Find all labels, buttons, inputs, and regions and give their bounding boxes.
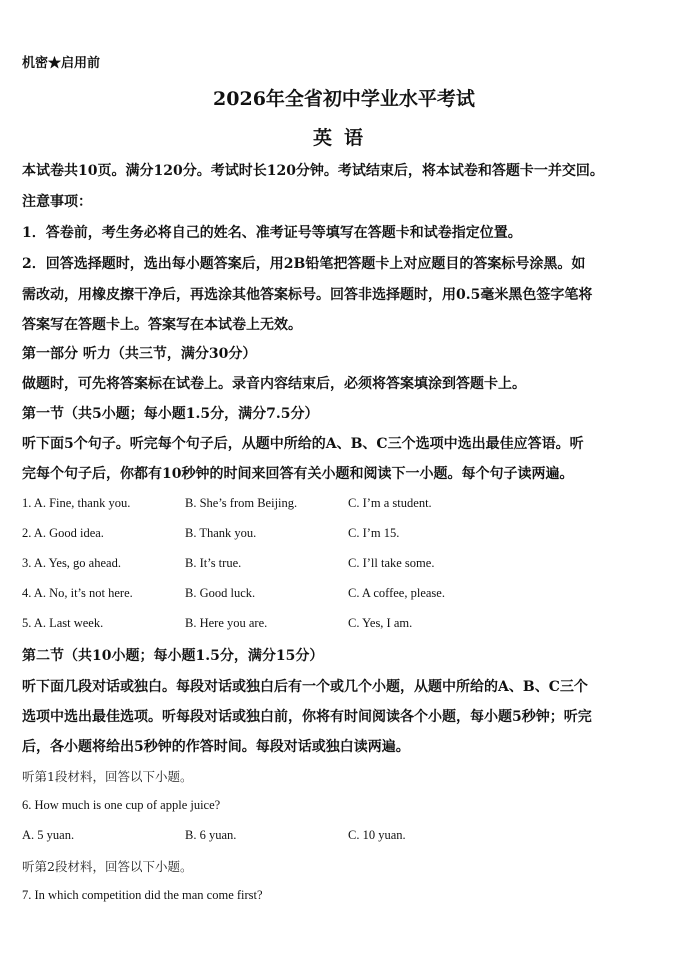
question-2-option-b: B. Thank you.: [185, 526, 257, 540]
section2-instruction-2: 选项中选出最佳选项。听每段对话或独白前，你将有时间阅读各个小题，每小题5秒钟；听完: [22, 709, 592, 725]
note-2-line-2: 需改动，用橡皮擦干净后，再选涂其他答案标号。回答非选择题时，用0.5毫米黑色签字笔将: [22, 287, 593, 303]
question-5-option-b: B. Here you are.: [185, 616, 268, 630]
question-6: 6. How much is one cup of apple juice?: [22, 798, 221, 812]
section1-heading: 第一节（共5小题；每小题1.5分，满分7.5分）: [22, 406, 319, 422]
section2-instruction-3: 后，各小题将给出5秒钟的作答时间。每段对话或独白读两遍。: [22, 739, 410, 755]
question-2-option-a: 2. A. Good idea.: [22, 526, 104, 540]
question-4-option-b: B. Good luck.: [185, 586, 256, 600]
question-3-option-a: 3. A. Yes, go ahead.: [22, 556, 121, 570]
section2-instruction-1: 听下面几段对话或独白。每段对话或独白后有一个或几个小题，从题中所给的A、B、C三个: [22, 679, 588, 695]
question-1-option-a: 1. A. Fine, thank you.: [22, 496, 131, 510]
note-2-line-3: 答案写在答题卡上。答案写在本试卷上无效。: [22, 317, 302, 333]
section1-instruction-2: 完每个句子后，你都有10秒钟的时间来回答有关小题和阅读下一小题。每个句子读两遍。: [22, 466, 574, 482]
note-2-line-1: 2．回答选择题时，选出每小题答案后，用2B铅笔把答题卡上对应题目的答案标号涂黑。如: [22, 256, 586, 272]
part1-instruction: 做题时，可先将答案标在试卷上。录音内容结束后，必须将答案填涂到答题卡上。: [22, 376, 526, 392]
section1-instruction-1: 听下面5个句子。听完每个句子后，从题中所给的A、B、C三个选项中选出最佳应答语。听: [22, 436, 584, 452]
section2-heading: 第二节（共10小题；每小题1.5分，满分15分）: [22, 648, 324, 664]
question-6-option-c: C. 10 yuan.: [348, 828, 406, 842]
question-6-option-a: A. 5 yuan.: [22, 828, 75, 842]
question-5-option-c: C. Yes, I am.: [348, 616, 413, 630]
note-1: 1．答卷前，考生务必将自己的姓名、准考证号等填写在答题卡和试卷指定位置。: [22, 225, 522, 241]
question-4-option-a: 4. A. No, it’s not here.: [22, 586, 133, 600]
question-1-option-c: C. I’m a student.: [348, 496, 432, 510]
question-2-option-c: C. I’m 15.: [348, 526, 400, 540]
question-4-option-c: C. A coffee, please.: [348, 586, 445, 600]
question-6-option-b: B. 6 yuan.: [185, 828, 237, 842]
material-2-caption: 听第2段材料，回答以下小题。: [22, 859, 193, 874]
notice-heading: 注意事项：: [22, 194, 92, 210]
question-7: 7. In which competition did the man come first?: [22, 888, 263, 902]
question-5-option-a: 5. A. Last week.: [22, 616, 104, 630]
confidential-label: 机密★启用前: [22, 56, 101, 71]
exam-title: 2026年全省初中学业水平考试: [213, 88, 475, 110]
subject-title: 英语: [312, 127, 375, 149]
part1-heading: 第一部分 听力（共三节，满分30分）: [22, 346, 257, 362]
question-1-option-b: B. She’s from Beijing.: [185, 496, 298, 510]
question-3-option-c: C. I’ll take some.: [348, 556, 435, 570]
question-3-option-b: B. It’s true.: [185, 556, 242, 570]
intro-line: 本试卷共10页。满分120分。考试时长120分钟。考试结束后，将本试卷和答题卡一并交回。: [22, 163, 604, 179]
material-1-caption: 听第1段材料，回答以下小题。: [22, 769, 193, 784]
